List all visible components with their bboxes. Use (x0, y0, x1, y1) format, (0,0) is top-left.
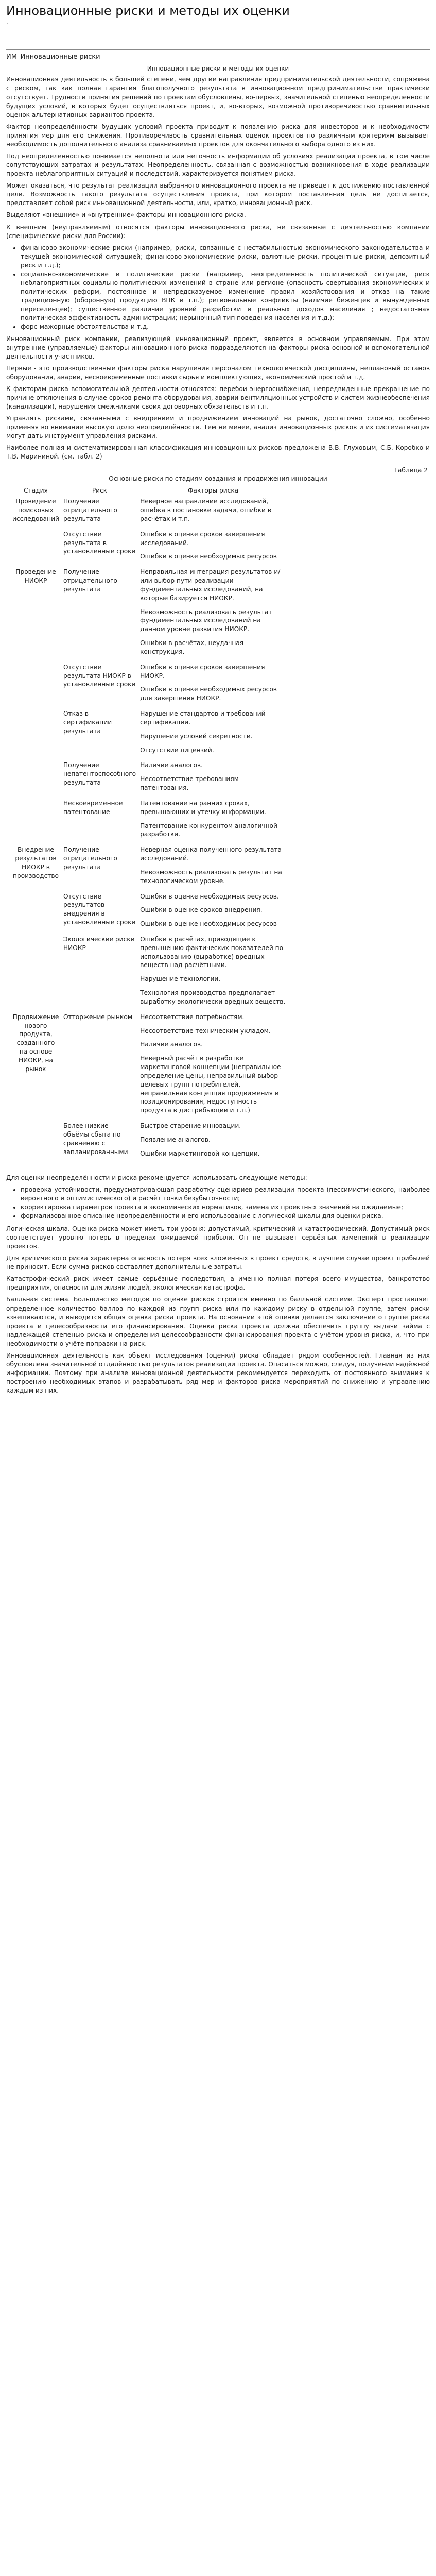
stage-cell: Проведение НИОКР (15, 568, 56, 585)
table-row (10, 844, 288, 890)
risk-cell: Более низкие объёмы сбыта по сравнению с запланированными (63, 1122, 128, 1156)
factors-cell (138, 934, 288, 1011)
intro-paragraph: Выделяют «внешние» и «внутренние» факторы инновационного риска. (6, 211, 246, 219)
stage-cell (10, 798, 61, 844)
risk-factor: Несоответствие техническим укладом. (140, 1027, 271, 1035)
column-header-stage: Стадия (24, 486, 48, 494)
intro-paragraph: Может оказаться, что результат реализации выбранного инновационного проекта не приведет к достижению поставленной цели. Возможность такого результата осуществления проекта, при котором поставленная цель не достигается, представляет собой риск инновационной деятельности, или, кратко, инновационный риск. (6, 182, 430, 207)
risk-factor: Неправильная интеграция результатов и/или выбор пути реализации фундаментальных исследований, на которые базируется НИОКР. (140, 568, 281, 602)
risk-factor: Ошибки в оценке сроков завершения НИОКР. (140, 663, 265, 680)
risk-factor: Патентование конкурентом аналогичной разработки. (140, 822, 277, 838)
factors-cell (138, 529, 288, 566)
stage-cell (10, 662, 61, 708)
stage-cell (10, 934, 61, 1011)
risk-factor: Неверная оценка полученного результата исследований. (140, 846, 282, 862)
factors-cell (138, 844, 288, 890)
risk-factor: Нарушение технологии. (140, 975, 221, 983)
factors-cell (138, 708, 288, 759)
list-item: • форс-мажорные обстоятельства и т.д. (21, 323, 430, 331)
body-paragraph: Балльная система. Большинство методов по оценке рисков строится именно по балльной системе. Эксперт проставляет определенное количество баллов по каждой из групп риска или по каждому риску в отдельной группе, затем риски взвешиваются, и выводится общая оценка риска проекта. На основании этой оценки делается заключение о группе риска проекта и целесообразности его финансирования. Оценка риска проекта должна обеспечить группу выдачи займа с надлежащей степенью риска и определения целесообразности финансирования проекта с учётом уровня риска, и, что при необходимости о учёте поправки на риск. (6, 1296, 430, 1347)
risk-factor: Невозможность реализовать результат на технологическом уровне. (140, 868, 282, 885)
factors-cell (138, 496, 288, 528)
table-row (10, 891, 288, 934)
stage-cell: Внедрение результатов НИОКР в производство (12, 846, 59, 879)
risk-factor: Ошибки в оценке необходимых ресурсов. (140, 892, 279, 900)
intro-paragraph: Инновационная деятельность в большей степени, чем другие направления предпринимательской деятельности, сопряжена с риском, так как полная гарантия благополучного результата в инновационном предпринимательстве практически отсутствует. Трудности принятия решений по проектам обусловлены, во-первых, значительной степенью неопределенности будущих условий, в которых будет осуществляться проект, и, во-вторых, возможной противоречивостью сравнительных оценок альтернативных вариантов проекта. (6, 76, 430, 118)
risk-cell: Получение отрицательного результата (63, 846, 117, 871)
factors-cell (138, 1120, 288, 1163)
middle-section (6, 335, 430, 462)
risk-cell: Отсутствие результата в установленные сроки (63, 530, 136, 555)
column-header-factors: Факторы риска (187, 486, 239, 494)
table-row (10, 566, 288, 661)
risk-factor: Ошибки в расчётах, приводящие к превышению фактических показателей по использованию (выработке) вредных веществ над расчётными. (140, 935, 284, 969)
risk-cell: Отказ в сертификации результата (63, 710, 112, 735)
factors-cell (138, 662, 288, 708)
risk-factor: Невозможность реализовать результат фундаментальных исследований на данном уровне развития НИОКР. (140, 608, 272, 633)
risk-factor: Быстрое старение инновации. (140, 1122, 241, 1130)
closing-section (6, 1225, 430, 1395)
risk-factor: Ошибки в оценке необходимых ресурсов для завершения НИОКР. (140, 686, 277, 702)
table-row (10, 759, 288, 797)
risk-factor: Неверное направление исследований, ошибка в постановке задачи, ошибки в расчётах и т.п. (140, 498, 272, 522)
risk-factor: Ошибки в расчётах, неудачная конструкция. (140, 639, 244, 655)
stage-cell (10, 708, 61, 759)
risk-factor: Ошибки в оценке необходимых ресурсов (140, 553, 277, 561)
page-title: Инновационные риски и методы их оценки (6, 4, 290, 18)
risk-cell: Отсутствие результатов внедрения в установленные сроки (63, 892, 136, 926)
body-paragraph: Катастрофический риск имеет самые серьёзные последствия, а именно полная потеря всего имущества, банкротство предприятия, опасности для жизни людей, экологическая катастрофа. (6, 1275, 430, 1292)
risk-factor: Неверный расчёт в разработке маркетинговой концепции (неправильное определение цены, неправильный выбор целевых групп потребителей, неправильная концепция продвижения и позиционирования, недоступность продукта в дистрибьюции и т.п.) (140, 1055, 281, 1114)
risk-factor: Ошибки в оценке сроков завершения исследований. (140, 530, 265, 547)
body-paragraph: Управлять рисками, связанными с внедрением и продвижением инноваций на рынок, достаточно сложно, особенно применяя во внимание высокую долю неопределённости. Тем не менее, анализ инновационных рисков и их систематизация могут дать инструмент управления рисками. (6, 415, 430, 440)
table-row (10, 934, 288, 1011)
table-row (10, 1120, 288, 1163)
risk-cell: Несвоевременное патентование (63, 799, 123, 816)
risk-factor: Ошибки в оценке необходимых ресурсов (140, 920, 277, 928)
methods-list (6, 1185, 430, 1221)
factors-cell (138, 798, 288, 844)
stage-cell (10, 529, 61, 566)
factors-cell (138, 891, 288, 934)
list-item: • проверка устойчивости, предусматривающая разработку сценариев реализации проекта (пессимистического, наиболее вероятного и оптимистического) и расчёт точки безубыточности; (21, 1185, 430, 1203)
table-row (10, 496, 288, 528)
risk-cell: Получение отрицательного результата (63, 498, 117, 522)
risk-cell: Получение непатентоспособного результата (63, 761, 136, 787)
body-paragraph: Наиболее полная и систематизированная классификация инновационных рисков предложена В.В. Глуховым, С.Б. Коробко и Т.В. Марининой. (см. табл. 2) (6, 444, 430, 461)
risk-table-body (10, 496, 288, 1163)
factors-cell (138, 759, 288, 797)
body-paragraph: Первые - это производственные факторы риска нарушения персоналом технологической дисциплины, неплановый останов оборудования, аварии, несвоевременные поставки сырья и комплектующих, экономический простой и т.д. (6, 364, 430, 381)
intro-paragraph: Фактор неопределённости будущих условий проекта приводит к появлению риска для инвесторов и к необходимости принятия мер для его снижения. Противоречивость сравнительных оценок проектов по различным критериям вызывает необходимость дополнительного анализа сравниваемых проектов для окончательного выбора одного из них. (6, 123, 430, 148)
title-dot: . (6, 19, 8, 26)
risk-cell: Отсутствие результата НИОКР в установленные сроки (63, 663, 136, 688)
risk-factor: Отсутствие лицензий. (140, 746, 214, 754)
column-header-risk: Риск (92, 486, 108, 494)
list-item: • финансово-экономические риски (например, риски, связанные с нестабильностью экономического законодательства и текущей экономической ситуацией; финансово-экономические риски, валютные риски, процентные риски, депозитный риск и т.д.); (21, 244, 430, 270)
body-paragraph: Для критического риска характерна опасность потеря всех вложенных в проект средств, в лучшем случае проект прибылей не приносит. Если сумма рисков составляет дополнительные затраты. (6, 1255, 430, 1271)
risk-table (10, 485, 288, 1163)
title-divider (6, 49, 430, 50)
risk-factor: Ошибки маркетинговой концепции. (140, 1149, 260, 1157)
factors-cell (138, 1011, 288, 1120)
table-number: Таблица 2 (394, 466, 428, 474)
risk-cell: Экологические риски НИОКР (63, 935, 135, 952)
list-item: • корректировка параметров проекта и экономических нормативов, замена их проектных значений на ожидаемые; (21, 1203, 430, 1212)
risk-factor: Появление аналогов. (140, 1136, 211, 1143)
risk-factor: Технология производства предполагает выработку экологически вредных веществ. (140, 989, 286, 1005)
risk-factor: Наличие аналогов. (140, 1041, 203, 1048)
body-paragraph: Инновационный риск компании, реализующей инновационный проект, является в основном управляемым. При этом внутренние (управляемые) факторы инновационного риска подразделяются на факторы риска основной и вспомогательной деятельности участников. (6, 335, 430, 360)
body-paragraph: Логическая шкала. Оценка риска может иметь три уровня: допустимый, критический и катастрофический. Допустимый риск соответствует уровню потерь в пределах ожидаемой прибыли. Он не вызывает серьёзных изменений в реализации проектов. (6, 1225, 430, 1250)
table-row (10, 662, 288, 708)
risk-factor: Ошибки в оценке сроков внедрения. (140, 906, 263, 914)
intro-paragraph: Под неопределенностью понимается неполнота или неточность информации об условиях реализации проекта, в том числе сопутствующих затратах и результатах. Неопределенность, связанная с возможностью возникновения в ходе реализации проекта неблагоприятных ситуаций и последствий, характеризуется понятием риска. (6, 152, 430, 178)
table-row (10, 708, 288, 759)
risk-factor: Нарушение стандартов и требований сертификации. (140, 710, 266, 726)
factors-cell (138, 566, 288, 661)
list-item: • формализованное описание неопределённости и его использование с логической шкалы для оценки риска. (21, 1212, 430, 1221)
risk-cell: Получение отрицательного результата (63, 568, 117, 593)
lead-title: Инновационные риски и методы их оценки (147, 65, 289, 73)
risk-factor: Несоответствие требованиям патентования. (140, 775, 239, 792)
methods-intro: Для оценки неопределённости и риска рекомендуется использовать следующие методы: (6, 1174, 307, 1181)
table-row (10, 798, 288, 844)
body-paragraph: Инновационная деятельность как объект исследования (оценки) риска обладает рядом особенностей. Главная из них обусловлена значительной отдалённостью результатов реализации проекта. Опасаться можно, следуя, получении надёжной информации. Поэтому при анализе инновационной деятельности рекомендуется переходить от постоянного внимания к построению необходимых этапов и разрабатывать ряд мер и факторов риска мероприятий по снижению и управлению каждым из них. (6, 1351, 430, 1395)
body-paragraph: К факторам риска вспомогательной деятельности относятся: перебои энергоснабжения, непредвиденные прекращение по причине отключения в случае сроков ремонта оборудования, аварии вентиляционных устройств и систем жизнеобеспечения (канализации), нарушения смежниками своих договорных обязательств и т.п. (6, 385, 430, 411)
risk-factor: Нарушение условий секретности. (140, 732, 253, 740)
stage-cell (10, 1120, 61, 1163)
table-row (10, 529, 288, 566)
intro-section (6, 75, 430, 240)
list-item: • социально-экономические и политические риски (например, неопределенность политической ситуации, риск неблагоприятных социально-политических изменений в стране или регионе (опасность свертывания экономических и политических реформ, постоянное и непредсказуемое изменение правил хозяйствования и отказ на такие традиционную (оборонную) продукцию ВПК и т.п.); региональные конфликты (наличие беженцев и вынужденных переселенцев); существенное различие уровней разработки и реальных доходов населения ; недостаточная политическая эффективность администрации; нерыночный тип поведения населения и т.д.); (21, 270, 430, 323)
external-factors-list (6, 244, 430, 332)
intro-paragraph: К внешним (неуправляемым) относятся факторы инновационного риска, не связанные с деятельностью компании (специфические риски для России): (6, 223, 430, 240)
stage-cell: Проведение поисковых исследований (12, 498, 59, 522)
table-header-row (10, 485, 288, 496)
risk-cell: Отторжение рынком (63, 1013, 133, 1021)
table-row (10, 1011, 288, 1120)
risk-factor: Несоответствие потребностям. (140, 1013, 245, 1021)
table-caption: Основные риски по стадиям создания и продвижения инновации (109, 474, 327, 482)
stage-cell: Продвижение нового продукта, созданного на основе НИОКР, на рынок (12, 1013, 59, 1073)
risk-factor: Наличие аналогов. (140, 761, 203, 769)
breadcrumb: ИМ_Инновационные риски (6, 53, 100, 61)
stage-cell (10, 891, 61, 934)
risk-factor: Патентование на ранних сроках, превышающих и утечку информации. (140, 799, 266, 816)
stage-cell (10, 759, 61, 797)
